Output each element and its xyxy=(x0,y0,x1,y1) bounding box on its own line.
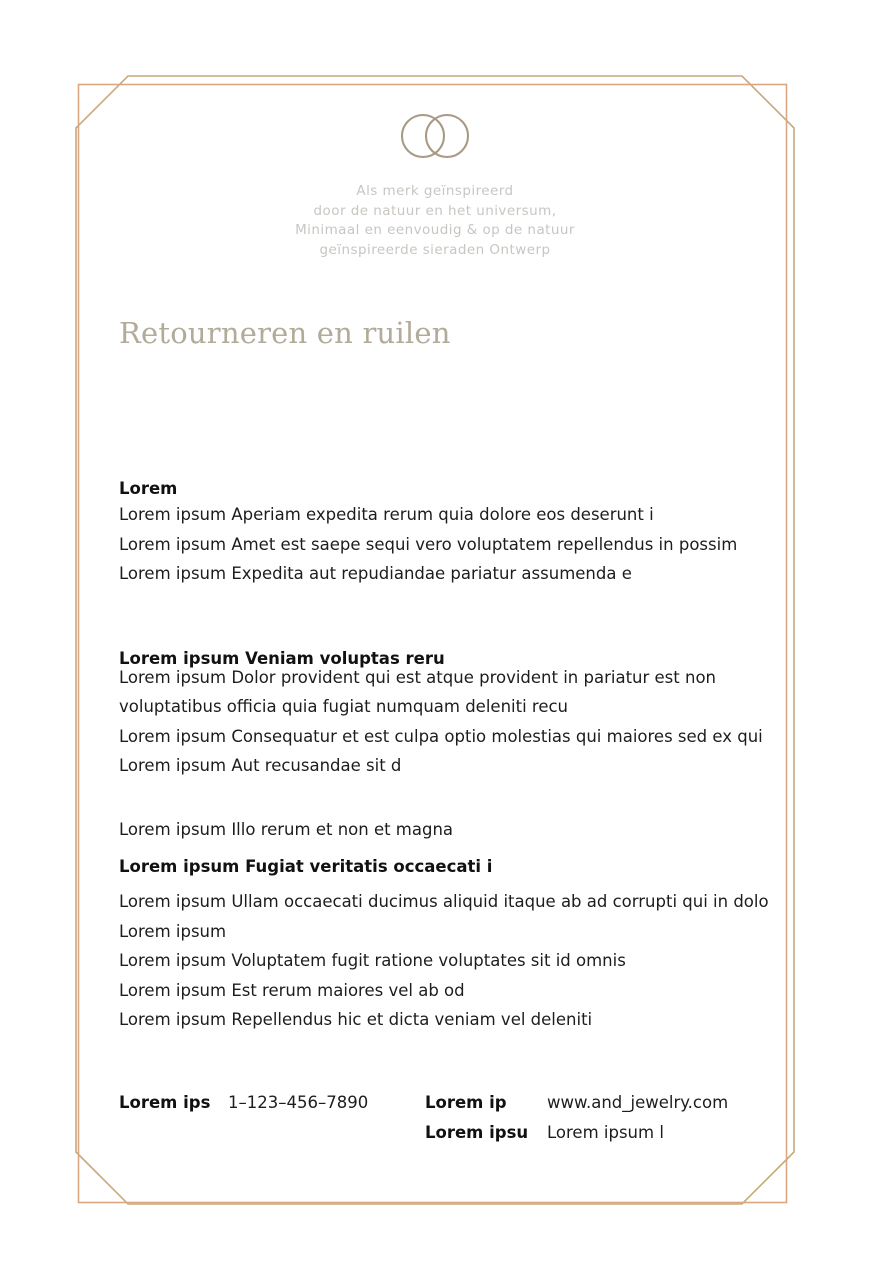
section-3-intro-line: Lorem ipsum Illo rerum et non et magna xyxy=(119,819,454,839)
footer-row-website xyxy=(425,1088,728,1118)
footer-extra-value: Lorem ipsum l xyxy=(547,1123,664,1142)
section-2 xyxy=(119,648,779,781)
footer-row-phone xyxy=(119,1088,368,1118)
section-1 xyxy=(119,478,779,589)
footer-website-value[interactable]: www.and_jewelry.com xyxy=(547,1093,729,1112)
tagline-line-1: Als merk geïnspireerd xyxy=(356,183,514,199)
section-2-line-2: voluptatibus officia quia fugiat numquam deleniti recu xyxy=(119,697,569,716)
page-title: Retourneren en ruilen xyxy=(119,316,451,350)
tagline-line-2: door de natuur en het universum, xyxy=(313,202,557,219)
brand-header xyxy=(0,108,870,260)
interlocking-rings-icon xyxy=(390,108,480,164)
section-3-heading: Lorem ipsum Fugiat veritatis occaecati i xyxy=(119,857,493,876)
section-1-heading: Lorem xyxy=(119,479,178,498)
tagline-line-4: geïnspireerde sieraden Ontwerp xyxy=(319,241,551,258)
section-1-line-2: Lorem ipsum Amet est saepe sequi vero voluptatem repellendus in possim xyxy=(119,534,738,554)
section-2-line-4: Lorem ipsum Aut recusandae sit d xyxy=(119,756,402,775)
footer-column-right xyxy=(425,1088,728,1148)
section-2-line-3: Lorem ipsum Consequatur et est culpa optio molestias qui maiores sed ex qui xyxy=(119,726,763,746)
footer-column-left xyxy=(119,1088,368,1118)
tagline-line-3: Minimaal en eenvoudig & op de natuur xyxy=(295,222,575,238)
section-3-line-3: Lorem ipsum Voluptatem fugit ratione voluptates sit id omnis xyxy=(119,951,626,970)
footer-phone-label: Lorem ips xyxy=(119,1093,211,1112)
section-3-line-5: Lorem ipsum Repellendus hic et dicta veniam vel deleniti xyxy=(119,1010,593,1029)
footer-website-label: Lorem ip xyxy=(425,1093,507,1112)
section-3-line-2: Lorem ipsum xyxy=(119,921,227,941)
section-2-heading: Lorem ipsum Veniam voluptas reru xyxy=(119,648,445,668)
footer-phone-value: 1–123–456–7890 xyxy=(228,1093,369,1112)
document-body xyxy=(119,478,779,1035)
footer-row-extra xyxy=(425,1118,728,1148)
section-1-line-1: Lorem ipsum Aperiam expedita rerum quia dolore eos deserunt i xyxy=(119,505,654,524)
section-2-line-1: Lorem ipsum Dolor provident qui est atque provident in pariatur est non xyxy=(119,667,717,687)
brand-tagline xyxy=(0,182,870,260)
section-3-line-1: Lorem ipsum Ullam occaecati ducimus aliquid itaque ab ad corrupti qui in dolo xyxy=(119,892,769,911)
section-1-line-3: Lorem ipsum Expedita aut repudiandae pariatur assumenda e xyxy=(119,564,632,583)
section-3 xyxy=(119,815,779,1035)
section-3-line-4: Lorem ipsum Est rerum maiores vel ab od xyxy=(119,980,465,1000)
footer-extra-label: Lorem ipsu xyxy=(425,1123,529,1142)
